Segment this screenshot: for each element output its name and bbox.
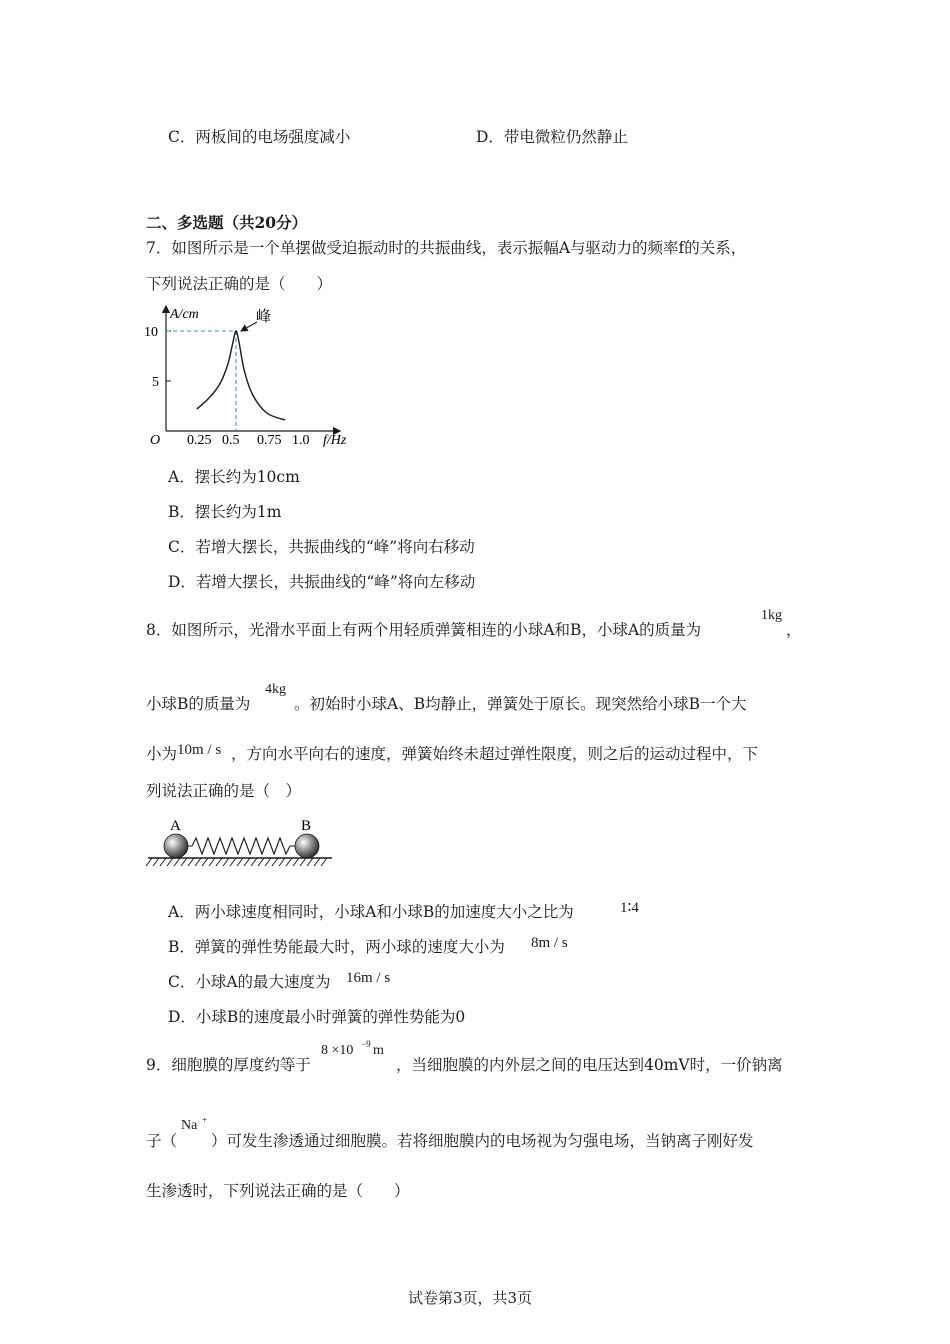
section-heading: 二、多选题（共20分） — [146, 213, 308, 232]
q8-speed: 10m / s — [177, 742, 222, 758]
page-footer: 试卷第3页，共3页 — [408, 1289, 533, 1307]
q8-stem-line2a: 小球B的质量为 — [146, 695, 251, 713]
q9-thickness: 8 ×10 — [321, 1043, 354, 1058]
q9-stem-line2b: ）可发生渗透通过细胞膜。若将细胞膜内的电场视为匀强电场，当钠离子刚好发 — [211, 1132, 754, 1150]
x-tick-label: 0.75 — [257, 433, 282, 448]
q9-stem-line1b: ，当细胞膜的内外层之间的电压达到40mV时，一价钠离 — [396, 1056, 783, 1074]
q7-stem-line2: 下列说法正确的是（ ） — [146, 275, 333, 293]
y-tick-label: 10 — [144, 325, 158, 340]
q6-option-d: D．带电微粒仍然静止 — [476, 128, 628, 146]
ball-a — [164, 834, 188, 858]
ball-b — [295, 834, 319, 858]
q8-mass-b: 4kg — [265, 682, 286, 697]
resonance-curve — [197, 331, 285, 420]
ball-b-label: B — [301, 818, 312, 834]
q8-option-b: B．弹簧的弹性势能最大时，两小球的速度大小为 — [168, 938, 505, 956]
q9-thickness-unit: m — [373, 1043, 384, 1058]
y-tick-label: 5 — [152, 375, 159, 390]
q7-stem-line1: 7．如图所示是一个单摆做受迫振动时的共振曲线，表示振幅A与驱动力的频率f的关系， — [146, 239, 747, 257]
spring — [188, 838, 296, 854]
q8-option-a-value: 1∶4 — [620, 900, 639, 916]
q8-option-d: D．小球B的速度最小时弹簧的弹性势能为0 — [168, 1008, 466, 1026]
q8-option-c: C．小球A的最大速度为 — [168, 973, 331, 991]
q9-stem-line3: 生渗透时，下列说法正确的是（ ） — [146, 1182, 410, 1200]
q7-option-c: C．若增大摆长，共振曲线的“峰”将向右移动 — [168, 538, 475, 556]
q8-option-a: A．两小球速度相同时，小球A和小球B的加速度大小之比为 — [168, 903, 574, 921]
x-tick-label: 0.5 — [222, 433, 240, 448]
q8-stem-line3a: 小为 — [146, 745, 178, 763]
q9-sodium-ion: Na — [181, 1118, 198, 1133]
x-tick-label: 1.0 — [292, 433, 310, 448]
q8-stem-line3b: ，方向水平向右的速度，弹簧始终未超过弹性限度，则之后的运动过程中，下 — [231, 745, 759, 763]
x-tick-label: 0.25 — [187, 433, 212, 448]
q8-stem-line1-end: ， — [786, 621, 802, 639]
ball-a-label: A — [170, 818, 181, 834]
q6-option-c: C．两板间的电场强度减小 — [168, 128, 351, 146]
q9-stem-line2a: 子（ — [146, 1132, 178, 1150]
q8-option-b-value: 8m / s — [531, 935, 568, 951]
peak-annotation: 峰 — [256, 309, 272, 325]
origin-label: O — [150, 433, 161, 448]
q8-stem-line4: 列说法正确的是（ ） — [146, 782, 302, 800]
q9-stem-line1a: 9．细胞膜的厚度约等于 — [146, 1056, 311, 1074]
q7-option-d: D．若增大摆长，共振曲线的“峰”将向左移动 — [168, 573, 476, 591]
q8-stem-line1: 8．如图所示，光滑水平面上有两个用轻质弹簧相连的小球A和B，小球A的质量为 — [146, 621, 702, 639]
spring-balls-figure — [140, 812, 340, 872]
q8-mass-a: 1kg — [761, 608, 782, 623]
q9-thickness-exponent: −9 — [361, 1039, 371, 1049]
q9-ion-charge: + — [202, 1115, 208, 1125]
ground-hatching — [146, 858, 327, 866]
q8-option-c-value: 16m / s — [346, 970, 391, 986]
peak-arrow — [241, 322, 257, 331]
q7-option-a: A．摆长约为10cm — [168, 468, 300, 486]
q7-option-b: B．摆长约为1m — [168, 503, 282, 521]
resonance-curve-chart — [140, 298, 370, 450]
x-axis-label: f/Hz — [323, 433, 347, 448]
y-axis-label: A/cm — [170, 307, 199, 322]
q8-stem-line2b: 。初始时小球A、B均静止，弹簧处于原长。现突然给小球B一个大 — [294, 695, 747, 713]
